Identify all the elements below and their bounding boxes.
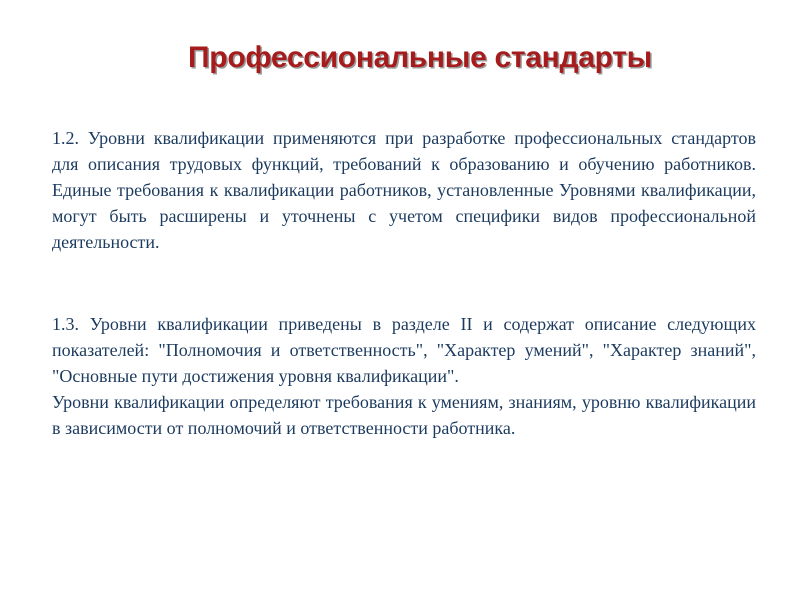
slide-title: Профессиональные стандарты	[188, 41, 652, 74]
paragraph-1-2-block	[52, 125, 756, 255]
paragraph-1-3-block	[52, 311, 756, 441]
paragraph-1-3: 1.3. Уровни квалификации приведены в разделе II и содержат описание следующих показателей: "Полномочия и ответственность", "Характер умений", "Характер знаний", "Основные пути достижения уровня квалификации".	[52, 314, 756, 386]
paragraph-1-2: 1.2. Уровни квалификации применяются при разработке профессиональных стандартов для описания трудовых функций, требований к образованию и обучению работников. Единые требования к квалификации работников, установленные Уровнями квалификации, могут быть расширены и уточнены с учетом специфики видов профессиональной деятельности.	[52, 128, 756, 252]
paragraph-requirements: Уровни квалификации определяют требования к умениям, знаниям, уровню квалификации в зависимости от полномочий и ответственности работника.	[52, 392, 756, 438]
